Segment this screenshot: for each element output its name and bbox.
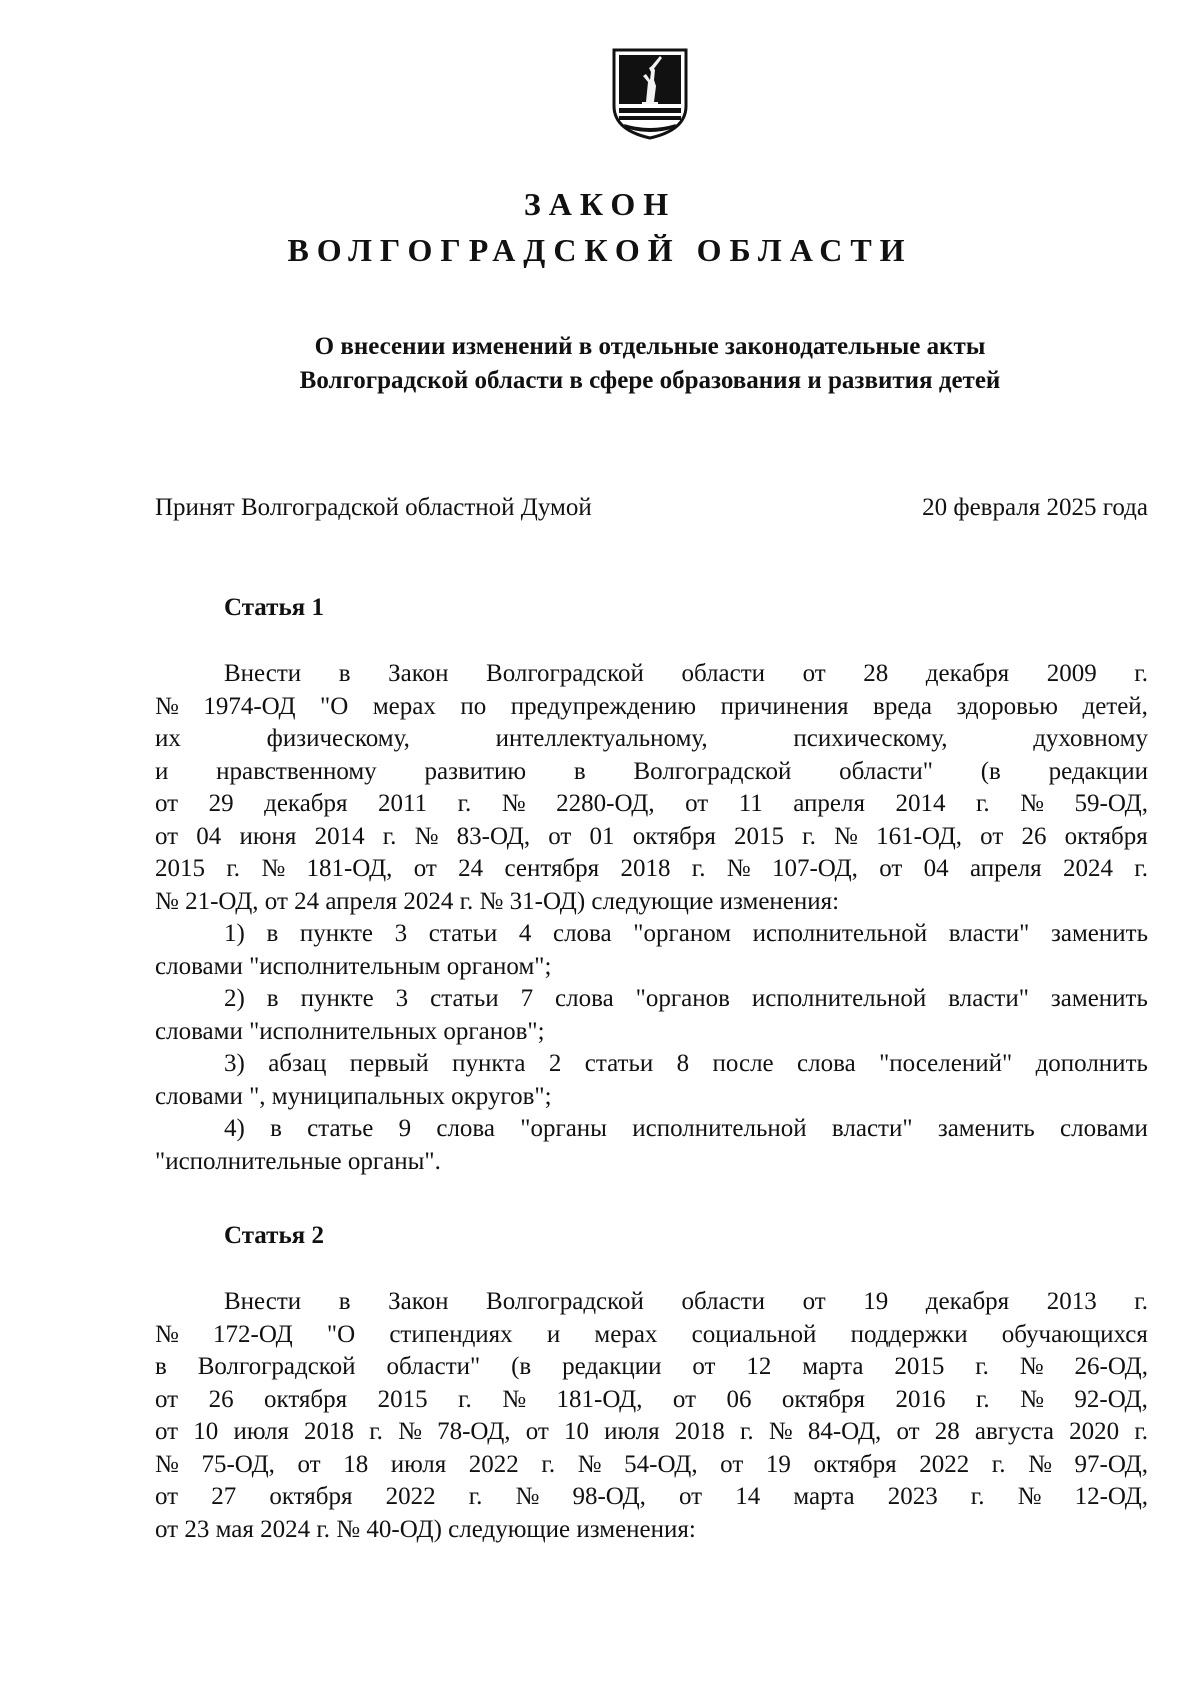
article-body (155, 658, 1148, 1178)
text-line: от 10 июля 2018 г. № 78-ОД, от 10 июля 2018 г. № 84-ОД, от 28 августа 2020 г. (155, 1418, 1148, 1445)
adopting-body: Принят Волгоградской областной Думой (155, 494, 592, 521)
adoption-date: 20 февраля 2025 года (922, 494, 1148, 521)
text-line: от 23 мая 2024 г. № 40-ОД) следующие изменения: (155, 1515, 696, 1543)
text-line: № 21-ОД, от 24 апреля 2024 г. № 31-ОД) следующие изменения: (155, 887, 840, 915)
text-line: 4) в статье 9 слова "органы исполнительной власти" заменить словами (224, 1115, 1148, 1142)
text-line: 2015 г. № 181-ОД, от 24 сентября 2018 г. № 107-ОД, от 04 апреля 2024 г. (155, 855, 1148, 882)
law-region-title: ВОЛГОГРАДСКОЙ ОБЛАСТИ (287, 232, 913, 268)
text-line: их физическому, интеллектуальному, психическому, духовному (155, 725, 1148, 752)
text-line: от 26 октября 2015 г. № 181-ОД, от 06 октября 2016 г. № 92-ОД, (155, 1385, 1148, 1413)
law-subtitle (150, 330, 1150, 398)
text-line: в Волгоградской области" (в редакции от 12 марта 2015 г. № 26-ОД, (155, 1353, 1148, 1380)
text-line: 1) в пункте 3 статьи 4 слова "органом исполнительной власти" заменить (224, 920, 1148, 947)
law-title: ЗАКОН (523, 186, 677, 222)
text-line: 3) абзац первый пункта 2 статьи 8 после слова "поселений" дополнить (224, 1050, 1148, 1077)
volgograd-coat-of-arms-icon (610, 46, 690, 142)
article-heading: Статья 1 (224, 594, 324, 621)
text-line: словами ", муниципальных округов"; (155, 1082, 552, 1110)
text-line: Внести в Закон Волгоградской области от 19 декабря 2013 г. (224, 1288, 1148, 1315)
text-line: словами "исполнительным органом"; (155, 952, 552, 980)
text-line: от 29 декабря 2011 г. № 2280-ОД, от 11 апреля 2014 г. № 59-ОД, (155, 790, 1148, 817)
subtitle-line: О внесении изменений в отдельные законодательные акты (314, 333, 986, 360)
text-line: от 04 июня 2014 г. № 83-ОД, от 01 октября 2015 г. № 161-ОД, от 26 октября (155, 822, 1148, 850)
text-line: № 172-ОД "О стипендиях и мерах социальной поддержки обучающихся (155, 1320, 1148, 1348)
text-line: и нравственному развитию в Волгоградской области" (в редакции (155, 757, 1148, 785)
text-line: 2) в пункте 3 статьи 7 слова "органов исполнительной власти" заменить (224, 985, 1148, 1012)
article-heading: Статья 2 (224, 1222, 324, 1249)
article-body (155, 1286, 1148, 1546)
text-line: Внести в Закон Волгоградской области от 28 декабря 2009 г. (224, 660, 1148, 687)
text-line: словами "исполнительных органов"; (155, 1017, 545, 1045)
text-line: "исполнительные органы". (155, 1147, 441, 1175)
adoption-line (155, 494, 1148, 522)
subtitle-line: Волгоградской области в сфере образования и развития детей (299, 367, 1001, 394)
text-line: № 75-ОД, от 18 июля 2022 г. № 54-ОД, от 19 октября 2022 г. № 97-ОД, (155, 1450, 1148, 1478)
text-line: № 1974-ОД "О мерах по предупреждению причинения вреда здоровью детей, (155, 692, 1148, 720)
text-line: от 27 октября 2022 г. № 98-ОД, от 14 марта 2023 г. № 12-ОД, (155, 1483, 1148, 1510)
